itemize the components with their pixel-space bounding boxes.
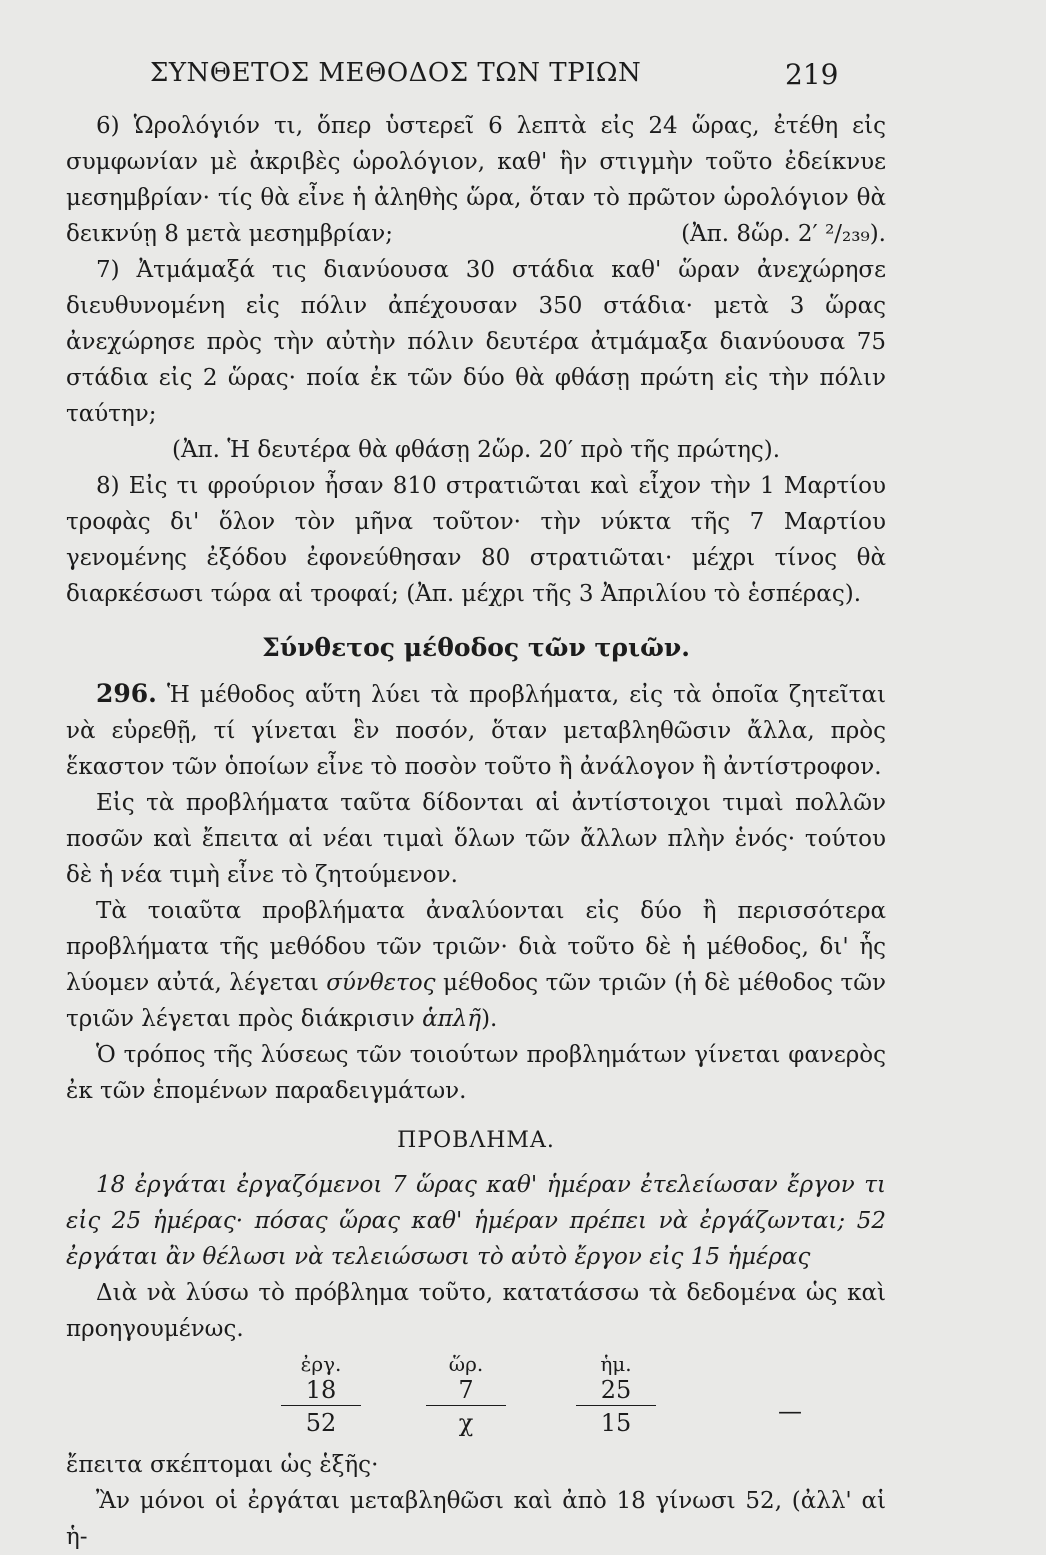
hours-column: [426, 1353, 506, 1438]
running-header: ΣΥΝΘΕΤΟΣ ΜΕΘΟΔΟΣ ΤΩΝ ΤΡΙΩΝ: [150, 58, 642, 88]
days-new: 15: [600, 1409, 632, 1437]
exercise-8: [66, 468, 886, 612]
paragraph-compound: [66, 893, 886, 1037]
days-column: [576, 1353, 656, 1438]
dash-mark: —: [778, 1397, 802, 1425]
problem-intro: Διὰ νὰ λύσω τὸ πρόβλημα τοῦτο, κατατάσσω τὰ δεδομένα ὡς καὶ προηγουμένως.: [66, 1280, 886, 1342]
reasoning-intro: ἔπειτα σκέπτομαι ὡς ἑξῆς·: [66, 1452, 379, 1478]
exercise-8-answer: (Ἀπ. μέχρι τῆς 3 Ἀπριλίου τὸ ἑσπέρας).: [406, 581, 862, 607]
simple-term: ἁπλῆ: [422, 1006, 482, 1032]
section-heading: Σύνθετος μέθοδος τῶν τριῶν.: [262, 633, 690, 662]
hours-old: 7: [426, 1375, 506, 1406]
problem-heading: ΠΡΟΒΛΗΜΑ.: [397, 1128, 555, 1153]
paragraph-296: [66, 676, 886, 785]
hours-header: ὥρ.: [448, 1352, 484, 1376]
problem-statement: 18 ἐργάται ἐργαζόμενοι 7 ὥρας καθ' ἡμέραν ἐτελείωσαν ἔργον τι εἰς 25 ἡμέρας· πόσας ὥρας καθ' ἡμέραν πρέπει νὰ ἐργάζωνται; 52 ἐργάται ἂν θέλωσι νὰ τελειώσωσι τὸ αὐτὸ ἔργον εἰς 15 ἡμέρας: [66, 1172, 886, 1270]
compound-term: σύνθετος: [326, 970, 436, 996]
exercise-6-text: 6) Ὡρολόγιόν τι, ὅπερ ὑστερεῖ 6 λεπτὰ εἰς 24 ὥρας, ἐτέθη εἰς συμφωνίαν μὲ ἀκριβὲς ὡρολόγιον, καθ' ἣν στιγμὴν τοῦτο ἐδείκνυε μεσημβρίαν· τίς θὰ εἶνε ἡ ἀληθὴς ὥρα, ὅταν τὸ πρῶτον ὡρολόγιον θὰ δεικνύῃ 8 μετὰ μεσημβρίαν;: [66, 113, 886, 247]
workers-column: [281, 1353, 361, 1438]
paragraph-296-text: Ἡ μέθοδος αὕτη λύει τὰ προβλήματα, εἰς τὰ ὁποῖα ζητεῖται νὰ εὑρεθῇ, τί γίνεται ἓν ποσόν, ὅταν μεταβληθῶσιν ἄλλα, πρὸς ἕκαστον τῶν ὁποίων εἶνε τὸ ποσὸν τοῦτο ἢ ἀνάλογον ἢ ἀντίστροφον.: [66, 682, 887, 780]
exercise-8-text: 8) Εἰς τι φρούριον ἦσαν 810 στρατιῶται καὶ εἶχον τὴν 1 Μαρτίου τροφὰς δι' ὅλον τὸν μῆνα τοῦτον· τὴν νύκτα τῆς 7 Μαρτίου γενομένης ἐξόδου ἐφονεύθησαν 80 στρατιῶται· μέχρι τίνος θὰ διαρκέσωσι τώρα αἱ τροφαί;: [66, 473, 886, 607]
page-number: 219: [785, 58, 839, 91]
exercise-6-answer: (Ἀπ. 8ὥρ. 2′ ²/₂₃₉).: [681, 221, 886, 247]
reasoning-line: Ἂν μόνοι οἱ ἐργάται μεταβληθῶσι καὶ ἀπὸ 18 γίνωσι 52, (ἀλλ' αἱ ἡ-: [66, 1488, 886, 1550]
paragraph-values: Εἰς τὰ προβλήματα ταῦτα δίδονται αἱ ἀντίστοιχοι τιμαὶ πολλῶν ποσῶν καὶ ἔπειτα αἱ νέαι τιμαὶ ὅλων τῶν ἄλλων πλὴν ἑνός· τούτου δὲ ἡ νέα τιμὴ εἶνε τὸ ζητούμενον.: [66, 790, 886, 888]
exercise-7: [66, 252, 886, 432]
workers-old: 18: [281, 1375, 361, 1406]
paragraph-number: 296.: [96, 679, 157, 708]
compound-text-c: ).: [481, 1006, 498, 1032]
exercise-7-text: 7) Ἀτμάμαξά τις διανύουσα 30 στάδια καθ' ὥραν ἀνεχώρησε διευθυνομένη εἰς πόλιν ἀπέχουσαν 350 στάδια· μετὰ 3 ὥρας ἀνεχώρησε πρὸς τὴν αὐτὴν πόλιν δευτέρα ἀτμάμαξα διανύουσα 75 στάδια εἰς 2 ὥρας· ποία ἐκ τῶν δύο θὰ φθάσῃ πρώτη εἰς τὴν πόλιν ταύτην;: [66, 257, 886, 427]
exercise-6: [66, 108, 886, 252]
paragraph-method: Ὁ τρόπος τῆς λύσεως τῶν τοιούτων προβλημάτων γίνεται φανερὸς ἐκ τῶν ἑπομένων παραδειγμάτων.: [66, 1042, 886, 1104]
exercise-7-answer: (Ἀπ. Ἡ δευτέρα θὰ φθάσῃ 2ὥρ. 20′ πρὸ τῆς πρώτης).: [171, 437, 781, 463]
workers-new: 52: [305, 1409, 337, 1437]
data-arrangement: [66, 1353, 886, 1443]
workers-header: ἐργ.: [300, 1352, 342, 1376]
compound-text-b: μέθοδος τῶν τριῶν (ἡ δὲ μέθοδος τῶν τριῶν λέγεται πρὸς διάκρισιν: [66, 970, 886, 1032]
hours-unknown: χ: [458, 1409, 474, 1437]
page-body: [66, 108, 886, 1555]
days-old: 25: [576, 1375, 656, 1406]
compound-text-a: Τὰ τοιαῦτα προβλήματα ἀναλύονται εἰς δύο ἢ περισσότερα προβλήματα τῆς μεθόδου τῶν τριῶν· διὰ τοῦτο δὲ ἡ μέθοδος, δι' ἧς λύομεν αὐτά, λέγεται: [66, 898, 886, 996]
days-header: ἡμ.: [600, 1352, 632, 1376]
